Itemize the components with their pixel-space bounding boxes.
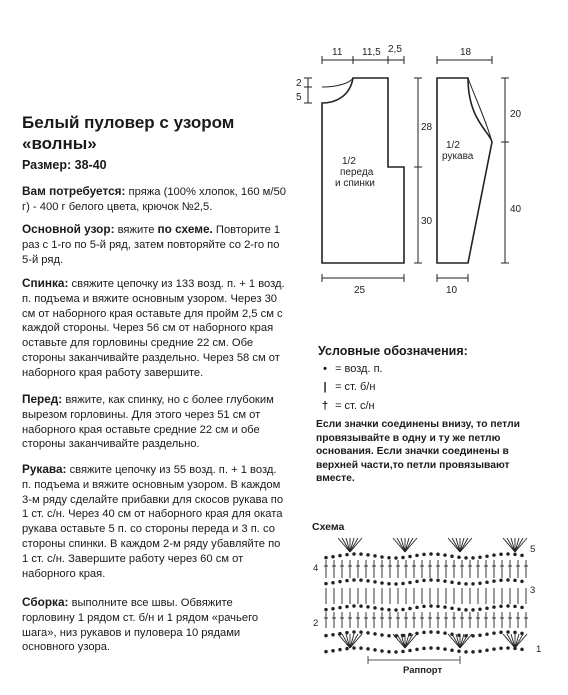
- chain-stitch: [367, 554, 370, 557]
- chain-stitch: [479, 556, 482, 559]
- chain-stitch: [353, 605, 356, 608]
- chain-icon: •: [323, 363, 327, 375]
- back-label: Спинка:: [22, 276, 69, 290]
- chain-stitch: [430, 631, 433, 634]
- dim-sleeve-bottom: 10: [446, 285, 458, 296]
- pattern-text-a: вяжите: [114, 224, 158, 236]
- dim-shoulder: 11,5: [362, 47, 381, 58]
- chain-stitch: [493, 632, 496, 635]
- dim-sleeve-top: 18: [460, 47, 472, 58]
- chain-stitch: [507, 605, 510, 608]
- chain-stitch: [332, 633, 335, 636]
- fan-stitch: [350, 634, 358, 648]
- chain-stitch: [430, 579, 433, 582]
- sleeves-paragraph: [22, 462, 288, 581]
- chain-stitch: [486, 633, 489, 636]
- row-label-2: 2: [313, 618, 319, 629]
- chain-stitch: [472, 635, 475, 638]
- chain-stitch: [493, 606, 496, 609]
- fan-stitch: [515, 538, 523, 552]
- chain-stitch: [458, 556, 461, 559]
- chain-stitch: [360, 647, 363, 650]
- chain-stitch: [423, 631, 426, 634]
- chain-stitch: [332, 649, 335, 652]
- chain-stitch: [507, 553, 510, 556]
- body-label-1: 1/2: [342, 156, 356, 167]
- chain-stitch: [388, 635, 391, 638]
- chain-stitch: [346, 605, 349, 608]
- chain-stitch: [402, 650, 405, 653]
- dim-body-height: 30: [421, 216, 433, 227]
- chain-stitch: [423, 605, 426, 608]
- chain-stitch: [346, 553, 349, 556]
- chain-stitch: [423, 553, 426, 556]
- chain-stitch: [332, 607, 335, 610]
- chain-stitch: [395, 557, 398, 560]
- fan-stitch: [405, 634, 413, 648]
- chain-stitch: [451, 555, 454, 558]
- fan-stitch: [452, 538, 460, 552]
- chain-stitch: [451, 581, 454, 584]
- chain-stitch: [416, 606, 419, 609]
- chain-stitch: [381, 634, 384, 637]
- chain-stitch: [465, 651, 468, 654]
- chain-stitch: [458, 608, 461, 611]
- chain-stitch: [353, 647, 356, 650]
- fan-stitch: [507, 634, 515, 648]
- chain-stitch: [451, 607, 454, 610]
- chain-stitch: [479, 582, 482, 585]
- sleeves-text: свяжите цепочку из 55 возд. п. + 1 возд. п. подъема и вяжите основным узором. В каждом 3-м ряду сделайте прибавки для скосов рукава по 1 ст. с/н. Через 40 см от наборного края для оката рукава оставьте 5 п. со стороны переда и 3 п. со стороны спинки. В каждом 2-м ряду убавляйте по 1 ст. с/н. Завершите работу через 60 см от наборного края.: [22, 464, 284, 580]
- chain-stitch: [339, 606, 342, 609]
- chain-stitch: [339, 580, 342, 583]
- dim-neck: 11: [332, 47, 343, 58]
- repeat-label: Раппорт: [403, 665, 443, 676]
- chain-stitch: [444, 580, 447, 583]
- chain-stitch: [339, 648, 342, 651]
- chain-stitch: [430, 605, 433, 608]
- chain-stitch: [507, 631, 510, 634]
- pattern-label: Основной узор:: [22, 222, 115, 236]
- chain-stitch: [388, 583, 391, 586]
- chain-stitch: [339, 632, 342, 635]
- chain-stitch: [360, 579, 363, 582]
- fan-stitch: [460, 634, 468, 648]
- chain-stitch: [416, 554, 419, 557]
- chain-stitch: [395, 651, 398, 654]
- fan-stitch: [507, 538, 515, 552]
- chain-stitch: [430, 647, 433, 650]
- chain-stitch: [402, 608, 405, 611]
- chain-stitch: [521, 554, 524, 557]
- chain-stitch: [395, 583, 398, 586]
- chain-stitch: [374, 581, 377, 584]
- dim-armhole: 2,5: [388, 44, 402, 55]
- chain-stitch: [339, 554, 342, 557]
- chain-stitch: [325, 608, 328, 611]
- chain-stitch: [360, 553, 363, 556]
- chain-stitch: [486, 649, 489, 652]
- chain-stitch: [493, 648, 496, 651]
- chain-stitch: [437, 579, 440, 582]
- legend-title: Условные обозначения:: [318, 344, 468, 358]
- legend-item-chain: [318, 363, 383, 375]
- chain-stitch: [486, 581, 489, 584]
- chain-stitch: [325, 634, 328, 637]
- fan-stitch: [460, 538, 468, 552]
- body-label-2: переда: [340, 167, 374, 178]
- sleeves-label: Рукава:: [22, 462, 67, 476]
- chain-stitch: [500, 631, 503, 634]
- chain-stitch: [374, 555, 377, 558]
- chain-stitch: [451, 649, 454, 652]
- chain-stitch: [486, 555, 489, 558]
- pattern-text-b: Повторите 1 раз с 1-го по 5-й ряд, затем повторяйте со 2-го по 5-й ряд.: [22, 224, 281, 266]
- assembly-text: выполните все швы. Обвяжите горловину 1 рядом ст. б/н и 1 рядом «рачьего шага», низ рукавов и пуловера 10 рядами основного узора.: [22, 597, 259, 654]
- chain-stitch: [444, 632, 447, 635]
- chain-stitch: [479, 634, 482, 637]
- materials-label: Вам потребуется:: [22, 184, 126, 198]
- legend-item-sc: [318, 381, 375, 393]
- chain-stitch: [500, 553, 503, 556]
- chain-stitch: [472, 583, 475, 586]
- chain-stitch: [409, 649, 412, 652]
- chain-stitch: [395, 609, 398, 612]
- chain-stitch: [381, 582, 384, 585]
- chain-stitch: [374, 649, 377, 652]
- legend-item-dc: [318, 400, 375, 412]
- chain-stitch: [367, 580, 370, 583]
- chain-stitch: [381, 608, 384, 611]
- chain-stitch: [402, 582, 405, 585]
- chain-stitch: [479, 608, 482, 611]
- chain-stitch: [437, 647, 440, 650]
- chain-stitch: [367, 632, 370, 635]
- chain-stitch: [486, 607, 489, 610]
- chain-stitch: [465, 609, 468, 612]
- chain-stitch: [521, 648, 524, 651]
- assembly-label: Сборка:: [22, 595, 69, 609]
- chain-stitch: [346, 631, 349, 634]
- row-label-5: 5: [530, 544, 536, 555]
- chain-stitch: [346, 579, 349, 582]
- chain-stitch: [388, 557, 391, 560]
- dim-armhole-height: 28: [421, 122, 433, 133]
- chain-stitch: [514, 579, 517, 582]
- chain-stitch: [416, 648, 419, 651]
- chain-stitch: [325, 650, 328, 653]
- chain-stitch: [521, 580, 524, 583]
- chain-stitch: [465, 557, 468, 560]
- single-crochet-icon: |: [323, 381, 327, 393]
- chain-stitch: [458, 582, 461, 585]
- chain-stitch: [388, 609, 391, 612]
- chain-stitch: [472, 557, 475, 560]
- chain-stitch: [374, 607, 377, 610]
- chain-stitch: [444, 554, 447, 557]
- chain-stitch: [353, 553, 356, 556]
- fan-stitch: [350, 538, 358, 552]
- sleeve-label-2: рукава: [442, 151, 474, 162]
- fan-stitch: [405, 538, 413, 552]
- chain-stitch: [423, 579, 426, 582]
- neck-curve: [322, 78, 353, 87]
- chain-stitch: [402, 556, 405, 559]
- sleeve-label-1: 1/2: [446, 140, 460, 151]
- assembly-paragraph: [22, 595, 288, 655]
- chain-stitch: [388, 651, 391, 654]
- chain-stitch: [381, 556, 384, 559]
- fan-stitch: [397, 538, 405, 552]
- chain-stitch: [409, 555, 412, 558]
- chain-stitch: [521, 606, 524, 609]
- dim-neck-front: 5: [296, 92, 302, 103]
- chain-stitch: [458, 650, 461, 653]
- chain-stitch: [360, 631, 363, 634]
- legend-dc-text: = ст. с/н: [335, 400, 375, 412]
- chain-stitch: [437, 605, 440, 608]
- materials-text: пряжа (100% хлопок, 160 м/50 г) - 400 г белого цвета, крючок №2,5.: [22, 186, 286, 213]
- fan-stitch: [342, 538, 350, 552]
- chain-stitch: [325, 582, 328, 585]
- dim-sleeve-length: 40: [510, 204, 522, 215]
- legend-note: Если значки соединены внизу, то петли провязывайте в одну и ту же петлю основания. Если значки соединены в верхней части,то петли провязывают вместе.: [316, 419, 520, 484]
- row-label-3: 3: [530, 585, 536, 596]
- front-label: Перед:: [22, 392, 63, 406]
- schema-title: Схема: [312, 521, 345, 533]
- pattern-bold: по схеме.: [157, 222, 213, 236]
- chain-stitch: [514, 553, 517, 556]
- chain-stitch: [360, 605, 363, 608]
- chain-stitch: [409, 581, 412, 584]
- front-paragraph: [22, 392, 288, 452]
- chain-stitch: [381, 650, 384, 653]
- chain-stitch: [332, 555, 335, 558]
- chain-stitch: [472, 609, 475, 612]
- fan-stitch: [515, 634, 523, 648]
- size-label: Размер: 38-40: [22, 158, 107, 172]
- chain-stitch: [444, 606, 447, 609]
- chain-stitch: [507, 647, 510, 650]
- chain-stitch: [346, 647, 349, 650]
- fan-stitch: [342, 634, 350, 648]
- chain-stitch: [353, 579, 356, 582]
- chain-stitch: [500, 579, 503, 582]
- dim-body-width: 25: [354, 285, 366, 296]
- chain-stitch: [444, 648, 447, 651]
- row-label-1: 1: [536, 644, 542, 655]
- chain-stitch: [472, 651, 475, 654]
- chain-stitch: [479, 650, 482, 653]
- dim-neck-back: 2: [296, 78, 302, 89]
- legend-sc-text: = ст. б/н: [335, 381, 376, 393]
- legend-chain-text: = возд. п.: [335, 363, 383, 375]
- chain-stitch: [374, 633, 377, 636]
- chain-stitch: [430, 553, 433, 556]
- body-label-3: и спинки: [335, 178, 375, 189]
- chain-stitch: [416, 580, 419, 583]
- chain-stitch: [493, 580, 496, 583]
- sleeve-outline: [437, 78, 492, 263]
- chart-stitches: [324, 538, 528, 653]
- chain-stitch: [367, 648, 370, 651]
- row-label-4: 4: [313, 563, 319, 574]
- chain-stitch: [514, 605, 517, 608]
- page-title: Белый пуловер с узором «волны»: [22, 113, 235, 153]
- back-text: свяжите цепочку из 133 возд. п. + 1 возд. п. подъема и вяжите основным узором. Через 30 см от наборного края оставьте для пройм 2,5 см с каждой стороны. Через 56 см от наборного края оставьте для горловины средние 22 см. Обе стороны заканчивайте раздельно. Через 58 см от наборного края работу завершите.: [22, 278, 285, 379]
- chain-stitch: [437, 553, 440, 556]
- chain-stitch: [507, 579, 510, 582]
- chain-stitch: [353, 631, 356, 634]
- chain-stitch: [423, 647, 426, 650]
- chain-stitch: [409, 607, 412, 610]
- chain-stitch: [514, 631, 517, 634]
- double-crochet-icon: †: [321, 400, 329, 412]
- chain-stitch: [367, 606, 370, 609]
- chain-stitch: [437, 631, 440, 634]
- chain-stitch: [332, 581, 335, 584]
- crochet-chart: [300, 530, 560, 680]
- chain-stitch: [493, 554, 496, 557]
- chain-stitch: [500, 647, 503, 650]
- chain-stitch: [465, 583, 468, 586]
- chain-stitch: [325, 556, 328, 559]
- front-text: вяжите, как спинку, но с более глубоким вырезом горловины. Для этого через 51 см от наборного края оставьте средние 22 см и обе стороны заканчивайте раздельно.: [22, 394, 274, 451]
- pattern-pieces-diagram: [0, 0, 568, 340]
- chain-stitch: [500, 605, 503, 608]
- dim-sleeve-cap: 20: [510, 109, 522, 120]
